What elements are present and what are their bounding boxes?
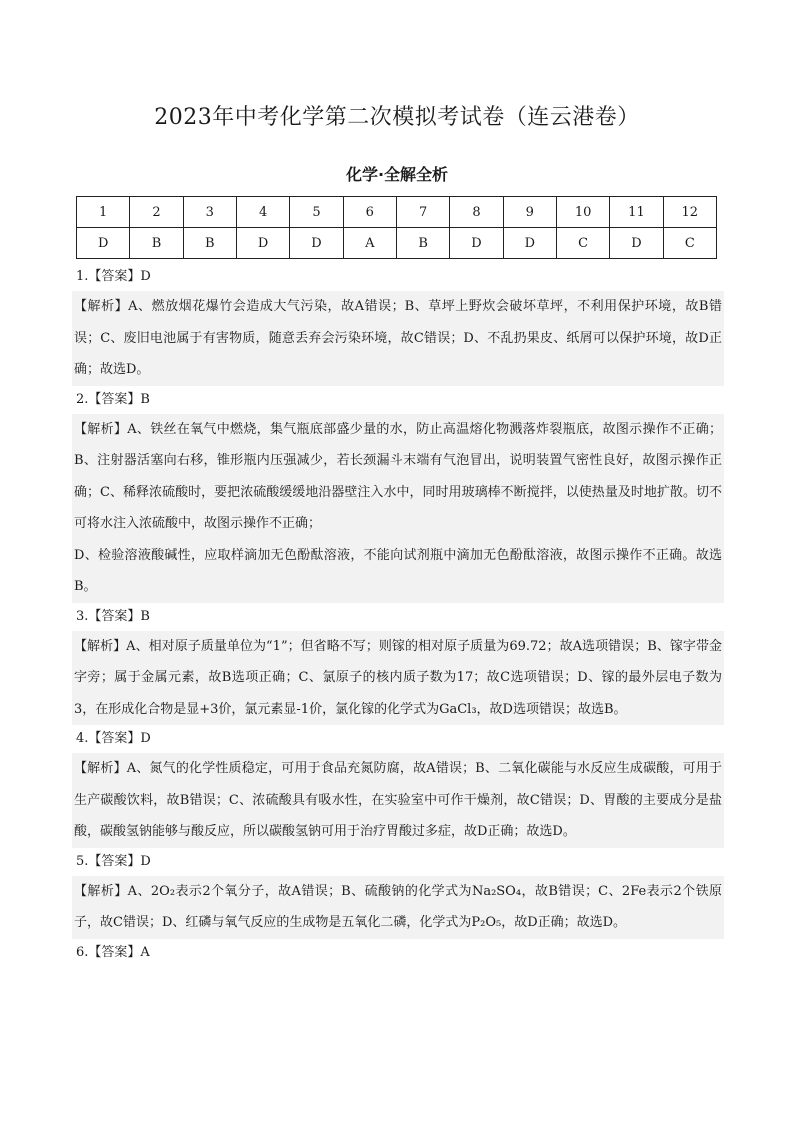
answer-line-q6: 6.【答案】A <box>76 944 150 960</box>
solutions-content <box>72 263 724 967</box>
question-number-cell: 2 <box>130 197 183 228</box>
explanation-paragraph: 【解析】A、燃放烟花爆竹会造成大气污染，故A错误；B、草坪上野炊会破坏草坪，不利用保护环境，故B错误；C、废旧电池属于有害物质，随意丢弃会污染环境，故C错误；D、不乱扔果皮、纸屑可以保护环境，故D正确；故选D。 <box>74 299 722 377</box>
answer-cell: D <box>610 228 663 259</box>
answer-cell: D <box>77 228 130 259</box>
question-number-cell: 5 <box>290 197 343 228</box>
answer-cell: A <box>343 228 396 259</box>
question-number-cell: 1 <box>77 197 130 228</box>
explanation-paragraph: 【解析】A、铁丝在氧气中燃烧，集气瓶底部盛少量的水，防止高温熔化物溅落炸裂瓶底，故图示操作不正确；B、注射器活塞向右移，锥形瓶内压强减少，若长颈漏斗末端有气泡冒出，说明装置气密性良好，故图示操作正确；C、稀释浓硫酸时，要把浓硫酸缓缓地沿器壁注入水中，同时用玻璃棒不断搅拌，以使热量及时地扩散。切不可将水注入浓硫酸中，故图示操作不正确； <box>74 421 722 531</box>
answer-line-q2: 2.【答案】B <box>76 391 150 407</box>
answer-table-number-row <box>77 197 717 228</box>
explanation-q1 <box>72 291 724 386</box>
answer-cell: D <box>450 228 503 259</box>
answer-line-q5: 5.【答案】D <box>76 853 151 869</box>
question-number-cell: 8 <box>450 197 503 228</box>
question-number-cell: 9 <box>503 197 556 228</box>
explanation-paragraph: 【解析】A、2O₂表示2个氧分子，故A错误；B、硫酸钠的化学式为Na₂SO₄，故B错误；C、2Fe表示2个铁原子，故C错误；D、红磷与氧气反应的生成物是五氧化二磷，化学式为P₂O₅，故D正确；故选D。 <box>74 883 722 930</box>
question-number-cell: 3 <box>183 197 236 228</box>
answer-cell: B <box>183 228 236 259</box>
answer-cell: B <box>130 228 183 259</box>
answer-cell: C <box>556 228 609 259</box>
question-number-cell: 10 <box>556 197 609 228</box>
answer-line-q4: 4.【答案】D <box>76 731 151 746</box>
page-subtitle: 化学·全解全析 <box>345 165 449 184</box>
answer-cell: B <box>396 228 449 259</box>
question-number-cell: 7 <box>396 197 449 228</box>
answer-line-q1: 1.【答案】D <box>76 269 151 284</box>
explanation-q3 <box>72 631 724 726</box>
answer-table-answer-row <box>77 228 717 259</box>
question-number-cell: 12 <box>663 197 716 228</box>
answer-key-table <box>76 196 717 259</box>
question-number-cell: 11 <box>610 197 663 228</box>
question-number-cell: 6 <box>343 197 396 228</box>
answer-cell: D <box>503 228 556 259</box>
explanation-q2 <box>72 414 724 603</box>
explanation-q4 <box>72 753 724 848</box>
explanation-paragraph: D、检验溶液酸碱性，应取样滴加无色酚酞溶液，不能向试剂瓶中滴加无色酚酞溶液，故图示操作不正确。故选B。 <box>74 547 722 594</box>
answer-cell: D <box>236 228 289 259</box>
question-number-cell: 4 <box>236 197 289 228</box>
answer-line-q3: 3.【答案】B <box>76 608 150 624</box>
explanation-q5 <box>72 876 724 939</box>
answer-cell: D <box>290 228 343 259</box>
page-title: 2023年中考化学第二次模拟考试卷（连云港卷） <box>154 105 640 130</box>
explanation-paragraph: 【解析】A、相对原子质量单位为“1”；但省略不写；则镓的相对原子质量为69.72；故A选项错误；B、镓字带金字旁；属于金属元素，故B选项正确；C、氯原子的核内质子数为17；故C选项错误；D、镓的最外层电子数为3，在形成化合物是显+3价，氯元素显-1价，氯化镓的化学式为GaCl₃，故D选项错误；故选B。 <box>74 638 722 717</box>
answer-cell: C <box>663 228 716 259</box>
explanation-paragraph: 【解析】A、氮气的化学性质稳定，可用于食品充氮防腐，故A错误；B、二氧化碳能与水反应生成碳酸，可用于生产碳酸饮料，故B错误；C、浓硫酸具有吸水性，在实验室中可作干燥剂，故C错误；D、胃酸的主要成分是盐酸，碳酸氢钠能够与酸反应，所以碳酸氢钠可用于治疗胃酸过多症，故D正确；故选D。 <box>74 761 722 839</box>
